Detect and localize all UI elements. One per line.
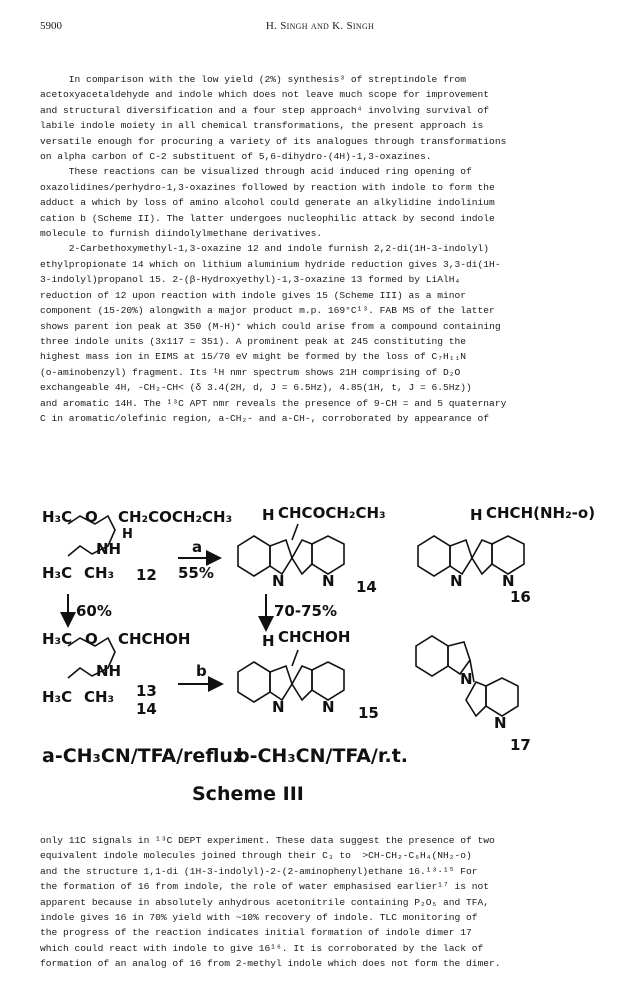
running-authors: H. Singh and K. Singh — [265, 20, 375, 32]
text-top-line: cation b (Scheme II). The latter undergoes nucleophilic attack by second indole — [40, 212, 495, 224]
text-top-line: component (15-20%) alongwith a major product m.p. 169°C¹³. FAB MS of the latter — [40, 305, 495, 317]
page-number: 5900 — [40, 20, 62, 32]
text-top-line: 3-indolyl)propanol 15. 2-(β-Hydroxyethyl)-1,3-oxazine 13 formed by LiAlH₄ — [40, 274, 461, 286]
atom-ch3-13: CH₃ — [84, 688, 115, 706]
text-top-line: and aromatic 14H. The ¹³C APT nmr reveals the presence of 9-CH = and 5 quaternary — [40, 397, 507, 409]
text-top-line: ethylpropionate 14 which on lithium aluminium hydride reduction gives 3,3-di(1H- — [40, 258, 501, 270]
atom-h3c-2: H₃C — [42, 564, 73, 582]
subst-16: CHCH(NH₂-o) — [486, 504, 596, 522]
text-top-line: labile indole moiety in all chemical transformations, the present approach is — [40, 120, 484, 132]
atom-n-17b: N — [494, 714, 507, 732]
text-top-line: oxazolidines/perhydro-1,3-oxazines followed by reaction with indole to form the — [40, 181, 495, 193]
compound-15-structure — [238, 628, 379, 722]
atom-h: H — [122, 527, 133, 542]
atom-n-15a: N — [272, 698, 285, 716]
atom-n-17a: N — [460, 670, 473, 688]
scheme-drawing — [40, 496, 600, 826]
atom-o: O — [85, 508, 98, 526]
scheme-figure — [40, 496, 600, 826]
atom-o-13: O — [85, 630, 98, 648]
label-17: 17 — [510, 736, 531, 754]
reagent-a: a-CH₃CN/TFA/reflux — [42, 745, 246, 767]
yield-a: 55% — [178, 564, 214, 582]
atom-n-14a: N — [272, 572, 285, 590]
text-top-line: molecule to furnish diindolylmethane derivatives. — [40, 228, 323, 240]
text-top-line: acetoxyacetaldehyde and indole which does not leave much scope for improvement — [40, 89, 490, 101]
text-top-line: on alpha carbon of C-2 substituent of 5,6-dihydro-(4H)-1,3-oxazines. — [40, 151, 432, 163]
reagent-b: b-CH₃CN/TFA/r.t. — [236, 745, 409, 767]
label-14: 14 — [356, 578, 377, 596]
text-bottom-line: and the structure 1,1-di (1H-3-indolyl)-2-(2-aminophenyl)ethane 16.¹³·¹⁵ For — [40, 865, 478, 877]
text-bottom-line: only 11C signals in ¹³C DEPT experiment. These data suggest the presence of two — [40, 835, 495, 846]
subst-13: CHCHOH — [118, 630, 191, 648]
scheme-title: Scheme III — [192, 783, 304, 805]
atom-ch3: CH₃ — [84, 564, 115, 582]
label-15: 15 — [358, 704, 379, 722]
label-12: 12 — [136, 566, 157, 584]
text-top-line: and structural diversification and a four step approach⁴ involving survival of — [40, 104, 490, 116]
page-header — [40, 20, 600, 34]
subst-12: CH₂COCH₂CH₃ — [118, 508, 233, 526]
text-bottom-line: which could react with indole to give 16¹⁶. It is corroborated by the lack of — [40, 942, 484, 954]
subst-14: CHCOCH₂CH₃ — [278, 504, 386, 522]
text-bottom-line: indole gives 16 in 70% yield with ~10% recovery of indole. TLC monitoring of — [40, 912, 478, 924]
text-bottom-line: apparent because in absolutely anhydrous acetonitrile containing P₂O₅ and TFA, — [40, 896, 490, 908]
subst-15: CHCHOH — [278, 628, 351, 646]
atom-h3c: H₃C — [42, 508, 73, 526]
label-14-sub: 14 — [136, 700, 157, 718]
text-top-line: exchangeable 4H, -CH₂-CH< (δ 3.4(2H, d, J = 6.5Hz), 4.85(1H, t, J = 6.5Hz)) — [40, 382, 472, 394]
atom-h3c-13: H₃C — [42, 630, 73, 648]
atom-h3c-13b: H₃C — [42, 688, 73, 706]
text-top-line: reduction of 12 upon reaction with indole gives 15 (Scheme III) as a minor — [40, 289, 467, 301]
body-text-bottom — [40, 833, 600, 972]
text-bottom-line: equivalent indole molecules joined through their C₃ to >CH-CH₂-C₆H₄(NH₂-o) — [40, 850, 472, 862]
text-top-line: highest mass ion in EIMS at 15/70 eV might be formed by the loss of C₇H₁₁N — [40, 351, 467, 363]
yield-down-left: 60% — [76, 602, 112, 620]
atom-n-14b: N — [322, 572, 335, 590]
atom-h-15: H — [262, 632, 275, 650]
label-13: 13 — [136, 682, 157, 700]
compound-13-structure — [42, 630, 190, 718]
text-top-line: three indole units (3x117 = 351). A prominent peak at 245 constituting the — [40, 335, 467, 347]
compound-17-structure — [416, 636, 531, 754]
body-text-top — [40, 72, 600, 426]
label-16: 16 — [510, 588, 531, 606]
atom-n-16a: N — [450, 572, 463, 590]
text-top-line: versatile enough for procuring a variety of its analogues through transformations — [40, 135, 507, 147]
text-top-line: 2-Carbethoxymethyl-1,3-oxazine 12 and indole furnish 2,2-di(1H-3-indolyl) — [40, 243, 490, 255]
yield-down-mid: 70-75% — [274, 602, 338, 620]
text-bottom-line: the formation of 16 from indole, the role of water emphasised earlier¹⁷ is not — [40, 881, 490, 893]
text-top-line: adduct a which by loss of amino alcohol could generate an alkylidine indolinium — [40, 197, 495, 209]
compound-16-structure — [418, 504, 595, 606]
atom-n-16b: N — [502, 572, 515, 590]
text-top-line: C in aromatic/olefinic region, a-CH₂- and a-CH-, corroborated by appearance of — [40, 412, 490, 424]
text-top-line: In comparison with the low yield (2%) synthesis³ of streptindole from — [40, 74, 467, 85]
atom-nh-13: NH — [96, 662, 122, 680]
atom-h-16: H — [470, 506, 483, 524]
compound-14-structure — [238, 504, 386, 596]
atom-h-14: H — [262, 506, 275, 524]
condition-a: a — [192, 538, 203, 556]
atom-n-15b: N — [322, 698, 335, 716]
atom-nh: NH — [96, 540, 122, 558]
text-top-line: shows parent ion peak at 350 (M-H)⁺ which could arise from a compound containing — [40, 320, 501, 332]
text-top-line: These reactions can be visualized through acid induced ring opening of — [40, 166, 472, 178]
text-top-line: (o-aminobenzyl) fragment. Its ¹H nmr spectrum shows 21H comprising of D₂O — [40, 366, 461, 378]
condition-b: b — [196, 662, 207, 680]
text-bottom-line: formation of an analog of 16 from 2-methyl indole which does not form the dimer. — [40, 958, 501, 970]
text-bottom-line: the progress of the reaction indicates initial formation of indole dimer 17 — [40, 927, 472, 939]
